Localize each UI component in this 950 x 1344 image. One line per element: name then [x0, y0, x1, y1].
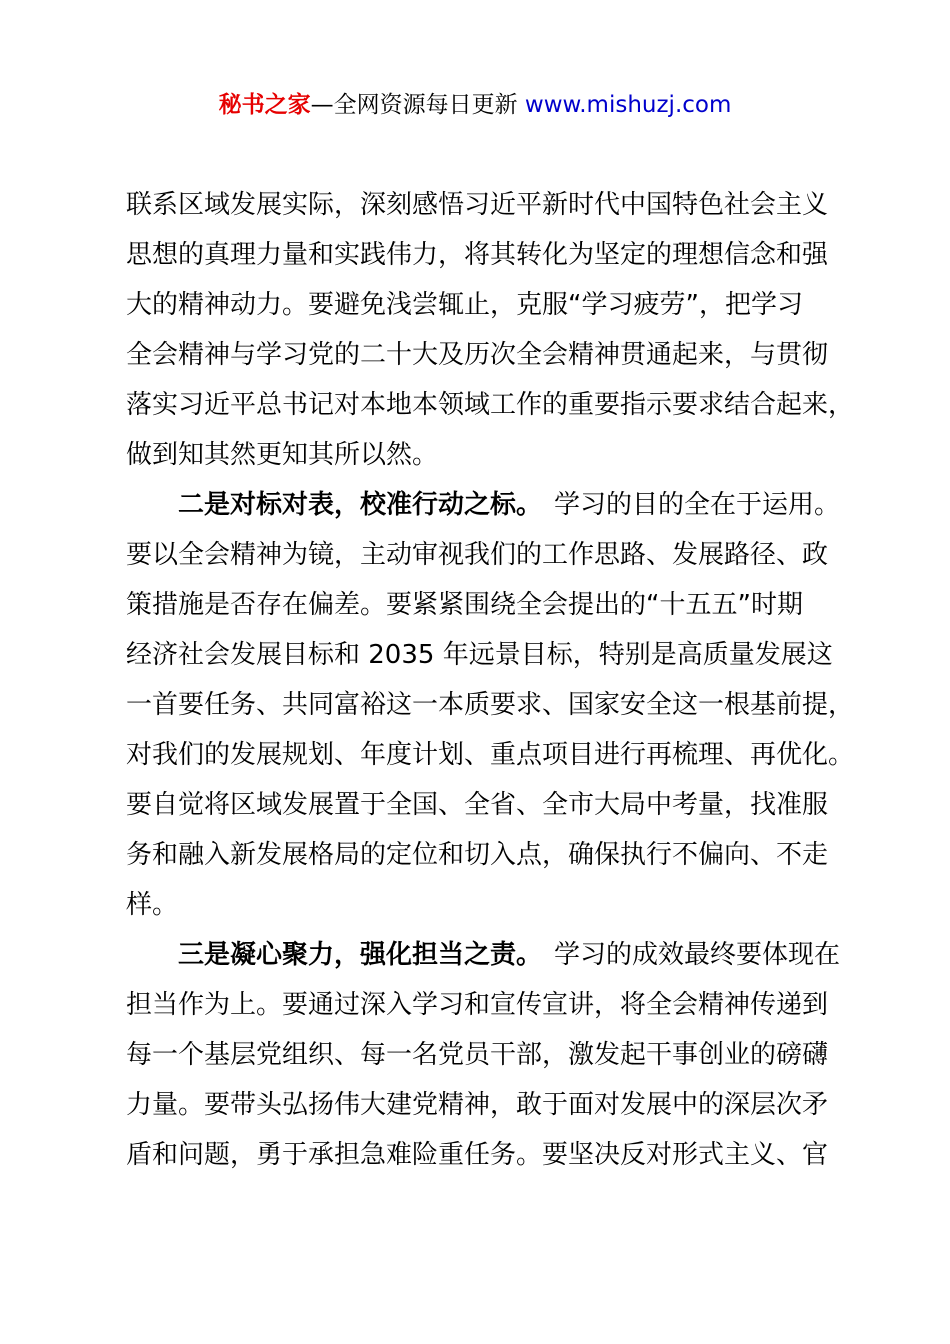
section-heading-2: 二是对标对表，校准行动之标。 — [178, 490, 543, 520]
paragraph-2 — [126, 480, 856, 930]
text-line: 做到知其然更知其所以然。 — [126, 440, 439, 470]
text-line: 联系区域发展实际，深刻感悟习近平新时代中国特色社会主义 — [126, 190, 829, 220]
text-line: 对我们的发展规划、年度计划、重点项目进行再梳理、再优化。 — [126, 740, 855, 770]
document-body — [126, 180, 856, 1180]
text-line: 盾和问题，勇于承担急难险重任务。要坚决反对形式主义、官 — [126, 1140, 829, 1170]
text-line: 要自觉将区域发展置于全国、全省、全市大局中考量，找准服 — [126, 790, 829, 820]
page-header — [0, 90, 950, 120]
text-line: 每一个基层党组织、每一名党员干部，激发起干事创业的磅礴 — [126, 1040, 829, 1070]
text-run: 学习的成效最终要体现在 — [554, 940, 841, 970]
paragraph-1 — [126, 180, 856, 480]
text-line: 全会精神与学习党的二十大及历次全会精神贯通起来，与贯彻 — [126, 340, 829, 370]
paragraph-first-line — [126, 930, 856, 980]
section-heading-3: 三是凝心聚力，强化担当之责。 — [178, 940, 543, 970]
paragraph-first-line — [126, 480, 856, 530]
text-line: 要以全会精神为镜，主动审视我们的工作思路、发展路径、政 — [126, 540, 829, 570]
brand-name: 秘书之家 — [218, 92, 311, 118]
text-line: 务和融入新发展格局的定位和切入点，确保执行不偏向、不走 — [126, 840, 829, 870]
text-line: 落实习近平总书记对本地本领域工作的重要指示要求结合起来， — [126, 390, 855, 420]
text-line: 力量。要带头弘扬伟大建党精神，敢于面对发展中的深层次矛 — [126, 1090, 829, 1120]
paragraph-3 — [126, 930, 856, 1180]
text-line: 大的精神动力。要避免浅尝辄止，克服“学习疲劳”，把学习 — [126, 290, 803, 320]
text-line: 策措施是否存在偏差。要紧紧围绕全会提出的“十五五”时期 — [126, 590, 803, 620]
text-run: 学习的目的全在于运用。 — [554, 490, 841, 520]
text-line: 经济社会发展目标和 2035 年远景目标，特别是高质量发展这 — [126, 640, 833, 670]
site-url-link[interactable]: www.mishuzj.com — [524, 92, 732, 118]
text-line: 思想的真理力量和实践伟力，将其转化为坚定的理想信念和强 — [126, 240, 829, 270]
text-line: 一首要任务、共同富裕这一本质要求、国家安全这一根基前提， — [126, 690, 855, 720]
text-line: 样。 — [126, 890, 179, 920]
header-tagline: —全网资源每日更新 — [310, 92, 525, 118]
text-line: 担当作为上。要通过深入学习和宣传宣讲，将全会精神传递到 — [126, 990, 829, 1020]
